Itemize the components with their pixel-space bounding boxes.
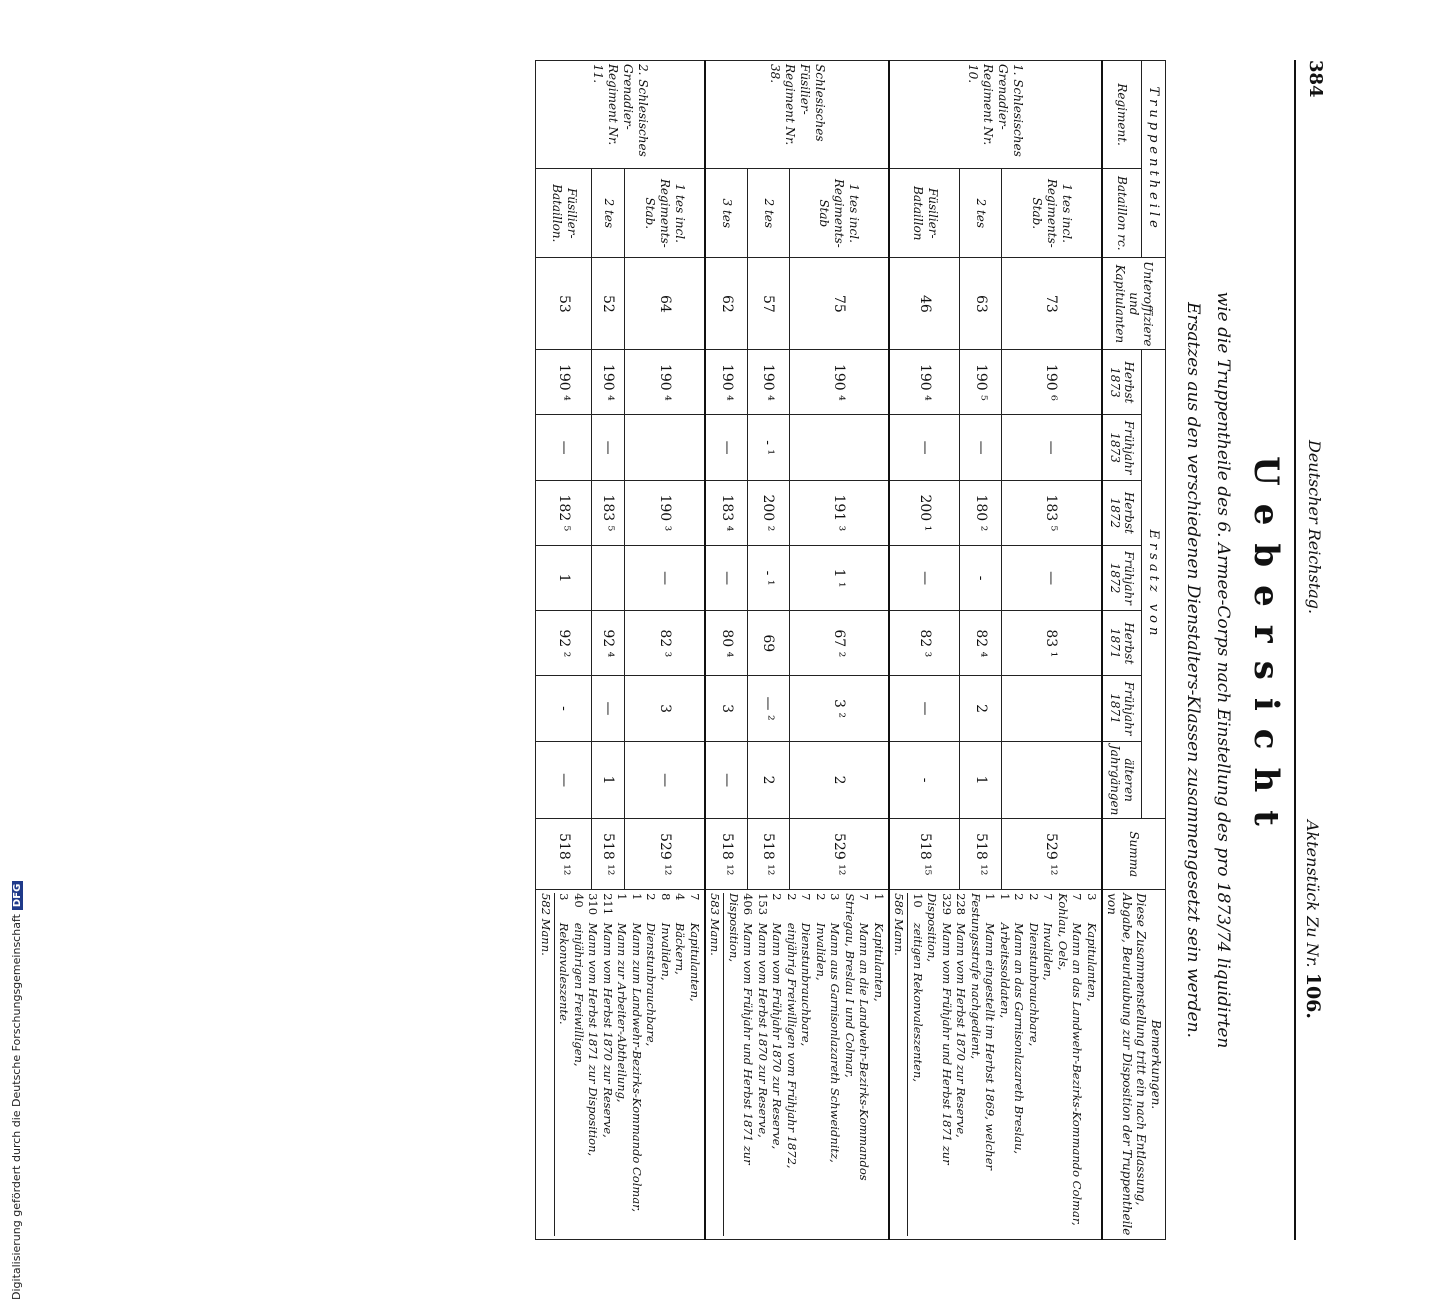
col-fruehjahr-1872: Frühjahr 1872 — [1102, 545, 1142, 611]
h1873-cell: 190 ⁵ — [960, 350, 1002, 415]
sum-cell: 529 ¹² — [789, 819, 889, 890]
remark-line: 40 einjährigen Freiwilligen, — [572, 893, 586, 1067]
remark-line: 7 Kapitulanten, — [688, 893, 702, 1002]
header-center: Deutscher Reichstag. — [1305, 440, 1324, 615]
document-subtitle — [1178, 100, 1238, 1240]
remark-line: 10 zeitigen Rekonvaleszenten, — [911, 893, 925, 1083]
col-nco: Unteroffiziere und Kapitulanten — [1102, 258, 1166, 350]
f1872-cell: 1 ¹ — [789, 545, 889, 611]
remark-line: 329 Mann vom Frühjahr und Herbst 1871 zur Disposition, — [925, 893, 954, 1165]
f1873-cell: — — [592, 415, 625, 481]
f1871-cell: 3 — [705, 676, 748, 742]
overview-table — [536, 60, 1167, 1240]
f1873-cell: — — [960, 415, 1002, 481]
f1873-cell — [789, 415, 889, 481]
older-cell — [1001, 741, 1102, 819]
regiment-cell: Schlesisches Füsilier-Regiment Nr. 38. — [705, 61, 889, 169]
battalion-cell: 2 tes — [592, 169, 625, 258]
battalion-cell: 2 tes — [960, 169, 1002, 258]
h1872-cell: 190 ³ — [625, 480, 705, 545]
h1872-cell: 182 ⁵ — [536, 480, 592, 545]
older-cell: 1 — [592, 741, 625, 819]
remark-line: 2 Mann vom Frühjahr 1870 zur Reserve, — [770, 893, 785, 1150]
remark-line: 2 Mann an das Garnisonlazareth Breslau, — [1012, 893, 1027, 1155]
battalion-cell: 1 tes incl. Regiments-Stab. — [625, 169, 705, 258]
h1873-cell: 190 ⁴ — [536, 350, 592, 415]
f1872-cell: — — [889, 545, 960, 611]
remark-line: 228 Mann vom Herbst 1870 zur Reserve, — [954, 893, 969, 1138]
attachment-prefix: Aktenstück Zu Nr. — [1303, 820, 1322, 968]
h1872-cell: 183 ⁵ — [1001, 480, 1102, 545]
rotated-document — [96, 40, 1336, 1236]
table-row — [789, 61, 889, 1240]
h1871-cell: 82 ³ — [625, 611, 705, 676]
h1873-cell: 190 ⁴ — [625, 350, 705, 415]
remark-line: 3 Mann aus Garnisonlazareth Schweidnitz, — [828, 893, 843, 1163]
f1871-cell: - — [536, 676, 592, 742]
subtitle-line-1: wie die Truppentheile des 6. Armee-Corps nach Einstellung des pro 1873/74 liquidirten — [1213, 291, 1233, 1049]
col-regiment: Regiment. — [1102, 61, 1142, 169]
page-number: 384 — [1305, 60, 1326, 98]
battalion-cell: 1 tes incl. Regiments-Stab — [789, 169, 889, 258]
h1872-cell: 183 ⁵ — [592, 480, 625, 545]
f1872-cell: - — [960, 545, 1002, 611]
remark-total: 583 Mann. — [708, 893, 725, 1236]
f1873-cell: — — [889, 415, 960, 481]
h1871-cell: 80 ⁴ — [705, 611, 748, 676]
nco-cell: 53 — [536, 258, 592, 350]
h1873-cell: 190 ⁴ — [705, 350, 748, 415]
older-cell: - — [889, 741, 960, 819]
h1872-cell: 200 ² — [748, 480, 790, 545]
f1871-cell: — — [592, 676, 625, 742]
regiment-cell: 1. Schlesisches Grenadier-Regiment Nr. 10. — [889, 61, 1102, 169]
f1871-cell: 2 — [960, 676, 1002, 742]
remarks-regiment-3 — [536, 890, 705, 1240]
running-header — [1296, 60, 1326, 1240]
table-row — [1001, 61, 1102, 1240]
f1872-cell: — — [1001, 545, 1102, 611]
battalion-cell: 3 tes — [705, 169, 748, 258]
older-cell: — — [705, 741, 748, 819]
f1872-cell: - ¹ — [748, 545, 790, 611]
battalion-cell: Füsilier-Bataillon — [889, 169, 960, 258]
nco-cell: 52 — [592, 258, 625, 350]
nco-cell: 63 — [960, 258, 1002, 350]
remark-line: 1 Mann eingestellt im Herbst 1869, welcher Festungsstrafe nachgedient, — [969, 893, 998, 1171]
h1871-cell: 83 ¹ — [1001, 611, 1102, 676]
h1873-cell: 190 ⁴ — [748, 350, 790, 415]
remark-line: 211 Mann vom Herbst 1870 zur Reserve, — [601, 893, 615, 1138]
h1872-cell: 180 ² — [960, 480, 1002, 545]
h1872-cell: 200 ¹ — [889, 480, 960, 545]
battalion-cell: Füsilier-Bataillon. — [536, 169, 592, 258]
h1872-cell: 183 ⁴ — [705, 480, 748, 545]
sum-cell: 529 ¹² — [625, 819, 705, 890]
document-title: Uebersicht — [1246, 456, 1286, 844]
older-cell: 2 — [789, 741, 889, 819]
h1871-cell: 82 ⁴ — [960, 611, 1002, 676]
sum-cell: 518 ¹² — [592, 819, 625, 890]
f1872-cell: — — [705, 545, 748, 611]
f1873-cell: - ¹ — [748, 415, 790, 481]
f1871-cell: 3 — [625, 676, 705, 742]
col-remarks — [1102, 890, 1166, 1240]
older-cell: — — [536, 741, 592, 819]
remark-line: 406 Mann vom Frühjahr und Herbst 1871 zur Disposition, — [727, 893, 756, 1165]
regiment-cell: 2. Schlesisches Grenadier-Regiment Nr. 11. — [536, 61, 705, 169]
col-sum: Summa — [1102, 819, 1166, 890]
remark-line: 8 Invaliden, — [659, 893, 673, 981]
older-cell: — — [625, 741, 705, 819]
remarks-regiment-1 — [889, 890, 1102, 1240]
remark-line: 7 Mann an die Landwehr-Bezirks-Kommandos Striegau, Breslau I und Colmar, — [843, 893, 872, 1181]
col-fruehjahr-1871: Frühjahr 1871 — [1102, 676, 1142, 742]
f1872-cell: — — [625, 545, 705, 611]
h1872-cell: 191 ³ — [789, 480, 889, 545]
h1873-cell: 190 ⁴ — [789, 350, 889, 415]
funding-note — [10, 300, 30, 1300]
h1871-cell: 69 — [748, 611, 790, 676]
f1871-cell: 3 ² — [789, 676, 889, 742]
remark-line: 4 Bäckern, — [673, 893, 688, 975]
subtitle-line-2: Ersatzes aus den verschiedenen Dienstalters-Klassen zusammengesetzt sein werden. — [1183, 302, 1203, 1038]
remark-line: 2 Invaliden, — [814, 893, 828, 981]
remark-line: 7 Dienstunbrauchbare, — [799, 893, 814, 1047]
remark-line: 1 Arbeitssoldaten, — [998, 893, 1012, 1019]
sum-cell: 518 ¹² — [536, 819, 592, 890]
nco-cell: 73 — [1001, 258, 1102, 350]
remark-line: 2 Dienstunbrauchbare, — [644, 893, 659, 1047]
col-group-units: Truppentheile — [1142, 61, 1166, 258]
remark-line: 2 einjährig Freiwilligen vom Frühjahr 1872, — [785, 893, 799, 1169]
sum-cell: 518 ¹² — [960, 819, 1002, 890]
sum-cell: 518 ¹² — [748, 819, 790, 890]
battalion-cell: 2 tes — [748, 169, 790, 258]
remark-line: 310 Mann vom Herbst 1871 zur Disposition, — [586, 893, 601, 1157]
h1871-cell: 92 ⁴ — [592, 611, 625, 676]
f1873-cell: — — [1001, 415, 1102, 481]
f1871-cell: — — [889, 676, 960, 742]
col-older-years: älteren Jahrgängen — [1102, 741, 1142, 819]
remark-line: 1 Mann zum Landwehr-Bezirks-Kommando Colmar, — [630, 893, 644, 1213]
f1871-cell — [1001, 676, 1102, 742]
col-herbst-1872: Herbst 1872 — [1102, 480, 1142, 545]
remark-line: 1 Kapitulanten, — [872, 893, 886, 1002]
remarks-intro: Diese Zusammenstellung tritt ein nach Entlassung, Abgabe, Beurlaubung zur Disposition der Truppentheile von — [1105, 893, 1149, 1236]
h1871-cell: 82 ³ — [889, 611, 960, 676]
header-row-1 — [1142, 61, 1166, 1240]
h1871-cell: 92 ² — [536, 611, 592, 676]
h1871-cell: 67 ² — [789, 611, 889, 676]
f1873-cell: — — [536, 415, 592, 481]
remark-line: 3 Kapitulanten, — [1085, 893, 1099, 1002]
h1873-cell: 190 ⁴ — [889, 350, 960, 415]
nco-cell: 64 — [625, 258, 705, 350]
col-herbst-1873: Herbst 1873 — [1102, 350, 1142, 415]
remark-line: 7 Mann an das Landwehr-Bezirks-Kommando Colmar, Kohlau, Oels, — [1056, 893, 1085, 1226]
remark-total: 582 Mann. — [539, 893, 556, 1236]
sum-cell: 529 ¹² — [1001, 819, 1102, 890]
remark-line: 3 Rekonvaleszente. — [557, 893, 572, 1025]
header-rule — [1294, 60, 1296, 1240]
nco-cell: 75 — [789, 258, 889, 350]
f1873-cell: — — [705, 415, 748, 481]
nco-cell: 62 — [705, 258, 748, 350]
table-row — [625, 61, 705, 1240]
remark-line: 1 Mann zur Arbeiter-Abtheilung, — [615, 893, 630, 1103]
f1873-cell — [625, 415, 705, 481]
sum-cell: 518 ¹² — [705, 819, 748, 890]
col-group-ersatz: Ersatz von — [1142, 350, 1166, 819]
col-battalion: Bataillon rc. — [1102, 169, 1142, 258]
older-cell: 2 — [748, 741, 790, 819]
attachment-number: 106. — [1302, 972, 1324, 1019]
f1872-cell — [592, 545, 625, 611]
remark-line: 7 Invaliden, — [1041, 893, 1056, 981]
nco-cell: 57 — [748, 258, 790, 350]
sum-cell: 518 ¹⁵ — [889, 819, 960, 890]
funding-text: Digitalisierung gefördert durch die Deutsche Forschungsgemeinschaft — [10, 914, 23, 1300]
col-herbst-1871: Herbst 1871 — [1102, 611, 1142, 676]
nco-cell: 46 — [889, 258, 960, 350]
f1871-cell: — ² — [748, 676, 790, 742]
dfg-logo: DFG — [12, 881, 23, 910]
col-fruehjahr-1873: Frühjahr 1873 — [1102, 415, 1142, 481]
remark-total: 586 Mann. — [892, 893, 909, 1236]
older-cell: 1 — [960, 741, 1002, 819]
remarks-regiment-2 — [705, 890, 889, 1240]
remark-line: 153 Mann vom Herbst 1870 zur Reserve, — [756, 893, 770, 1138]
f1872-cell: 1 — [536, 545, 592, 611]
remark-line: 2 Dienstunbrauchbare, — [1027, 893, 1041, 1047]
remarks-heading: Bemerkungen. — [1149, 1019, 1163, 1110]
h1873-cell: 190 ⁴ — [592, 350, 625, 415]
header-attachment — [1302, 820, 1324, 1019]
battalion-cell: 1 tes incl. Regiments-Stab. — [1001, 169, 1102, 258]
h1873-cell: 190 ⁶ — [1001, 350, 1102, 415]
